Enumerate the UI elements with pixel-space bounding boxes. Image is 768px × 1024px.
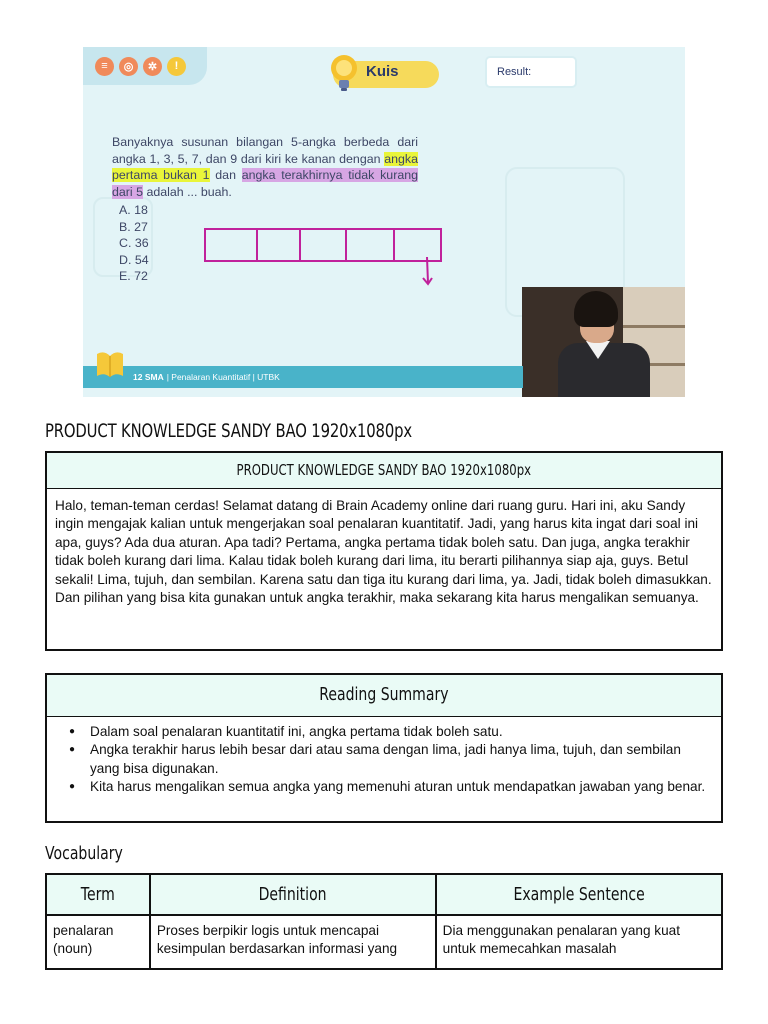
highlight-yellow: angka pertama bukan 1 [112, 151, 418, 182]
grade-label: 12 SMA [133, 372, 164, 382]
settings-icon[interactable]: ✲ [143, 57, 162, 76]
transcript-box [45, 451, 723, 651]
kuis-label: Kuis [366, 63, 399, 80]
example-cell: Dia menggunakan penalaran yang kuat untuk memecahkan masalah [436, 915, 722, 969]
course-label: | Penalaran Kuantitatif | UTBK [166, 372, 280, 382]
term-cell: penalaran (noun) [46, 915, 150, 969]
option-c[interactable]: C. 36 [119, 236, 149, 250]
handwritten-digit-boxes [204, 227, 444, 297]
table-row [46, 915, 722, 969]
summary-header [47, 675, 721, 717]
highlight-pink: angka terakhirnya tidak kurang dari 5 [112, 168, 418, 199]
vocabulary-table [45, 873, 723, 970]
question-part: Banyaknya susunan bilangan 5-angka berbeda dari angka 1, 3, 5, 7, dan 9 dari kiri ke kanan dengan [112, 135, 418, 166]
video-frame [83, 47, 685, 397]
result-box [485, 56, 577, 88]
alert-icon[interactable]: ! [167, 57, 186, 76]
presenter-hair [574, 291, 618, 327]
book-icon [95, 350, 125, 378]
option-d[interactable]: D. 54 [119, 252, 149, 267]
definition-cell: Proses berpikir logis untuk mencapai kesimpulan berdasarkan informasi yang [150, 915, 436, 969]
summary-box [45, 673, 723, 823]
column-header-definition: Definition [150, 874, 436, 915]
presenter-video [522, 287, 685, 397]
summary-list [47, 717, 721, 797]
presenter-body [558, 343, 650, 397]
question-text [112, 134, 418, 200]
answer-options [119, 202, 149, 285]
summary-title: Reading Summary [319, 684, 449, 705]
course-footer-bar [83, 366, 523, 388]
target-icon[interactable]: ◎ [119, 57, 138, 76]
question-part: dan [209, 168, 242, 182]
summary-item: ● Dalam soal penalaran kuantitatif ini, angka pertama tidak boleh satu. [69, 723, 713, 741]
table-header-row [46, 874, 722, 915]
transcript-header [47, 453, 721, 489]
option-b[interactable]: B. 27 [119, 219, 148, 234]
question-part: adalah ... buah. [143, 184, 232, 199]
transcript-title: PRODUCT KNOWLEDGE SANDY BAO 1920x1080px [236, 461, 532, 479]
toolbar [83, 47, 207, 85]
page-title: PRODUCT KNOWLEDGE SANDY BAO 1920x1080px [45, 420, 412, 442]
column-header-term: Term [46, 874, 150, 915]
lightbulb-icon [328, 53, 360, 93]
summary-item: ● Angka terakhir harus lebih besar dari atau sama dengan lima, jadi hanya lima, tujuh, dan sembilan yang bisa digunakan. [69, 741, 713, 778]
menu-icon[interactable]: ≡ [95, 57, 114, 76]
option-a[interactable]: A. 18 [119, 203, 148, 217]
summary-item: ● Kita harus mengalikan semua angka yang memenuhi aturan untuk mendapatkan jawaban yang benar. [69, 778, 713, 796]
column-header-example: Example Sentence [436, 874, 722, 915]
transcript-text: Halo, teman-teman cerdas! Selamat datang di Brain Academy online dari ruang guru. Hari ini, aku Sandy ingin mengajak kalian untuk mengerjakan soal penalaran kuantitatif. Jadi, yang harus kita ingat dari soal ini apa, guys? Ada dua aturan. Apa tadi? Pertama, angka pertama tidak boleh satu. Dan juga, angka terakhir tidak boleh kurang dari lima. Kalau tidak boleh kurang dari lima, itu berarti pilihannya siap aja, guys. Betul sekali! Lima, tujuh, dan sembilan. Karena satu dan tiga itu kurang dari lima, ya. Jadi, tidak boleh dimasukkan. Dan pilihan yang bisa kita gunakan untuk angka terakhir, maka sekarang kita harus mengalikan semuanya. [55, 498, 712, 606]
vocabulary-heading: Vocabulary [45, 843, 123, 864]
option-e[interactable]: E. 72 [119, 269, 148, 283]
result-label: Result: [497, 66, 532, 78]
